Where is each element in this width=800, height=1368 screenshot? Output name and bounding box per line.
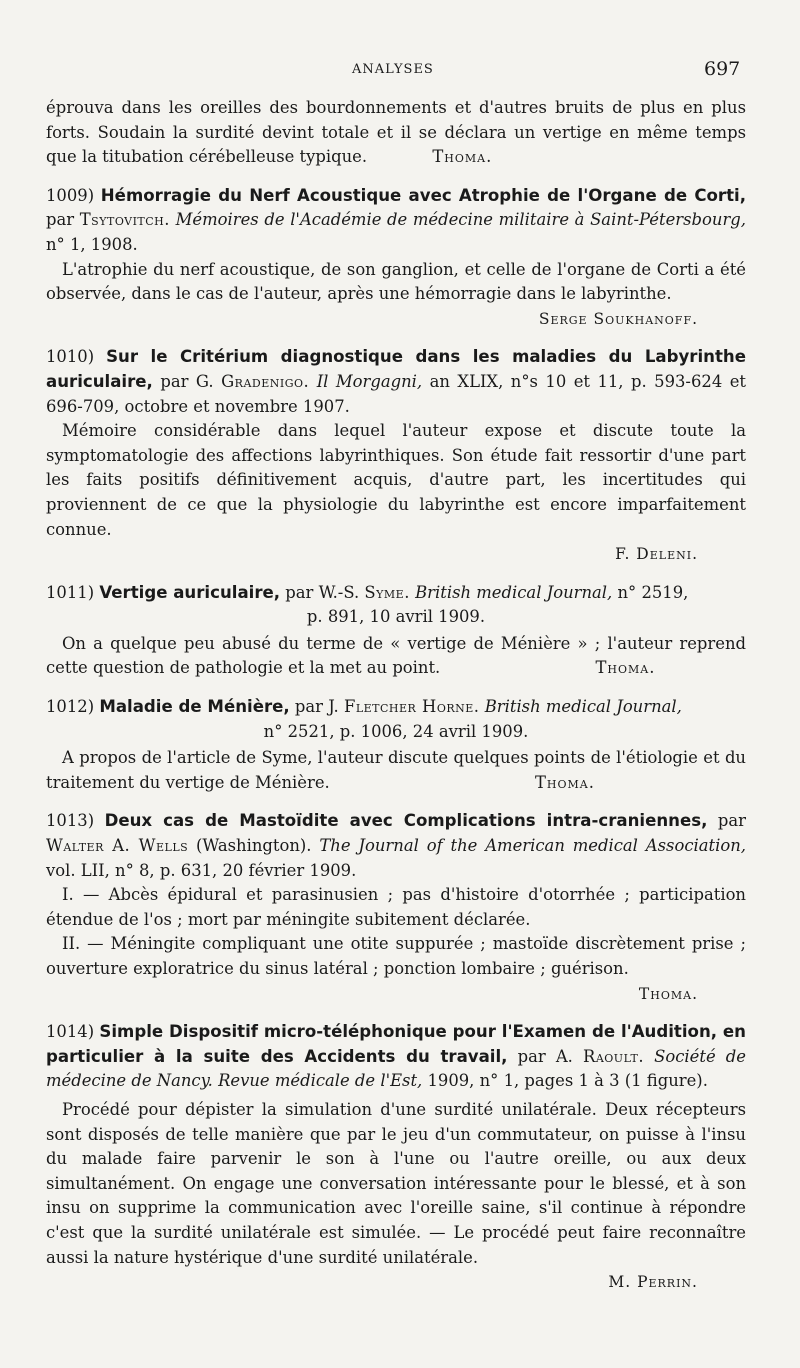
entry-source: British medical Journal,: [484, 697, 682, 717]
entry-source: The Journal of the American medical Association,: [319, 836, 746, 856]
page-number: 697: [704, 58, 741, 80]
entry-source: British medical Journal,: [415, 582, 613, 602]
intro-text: éprouva dans les oreilles des bourdonnements et d'autres bruits de plus en plus forts. Soudain la surdité devint totale et il se déclara un vertige en même temps que la titubation cérébelleuse typique.: [46, 98, 746, 167]
entry-signature: Thoma.: [638, 984, 698, 1003]
entry-number: 1011): [46, 582, 95, 602]
entry-by: par W.-S.: [285, 582, 360, 602]
entry-signature: Thoma.: [595, 658, 656, 678]
entry-after-author: (Washington).: [196, 836, 312, 856]
intro-signature: Thoma.: [432, 147, 493, 167]
entry-signature: Serge Soukhanoff.: [538, 309, 698, 328]
entry-number: 1010): [46, 347, 95, 367]
entry-paragraph: L'atrophie du nerf acoustique, de son ganglion, et celle de l'organe de Corti a été observée, dans le cas de l'auteur, après une hémorragie dans le labyrinthe.: [46, 259, 746, 304]
entry-author: Raoult.: [583, 1046, 645, 1066]
running-title: ANALYSES: [352, 62, 434, 77]
entry-title: Sur le Critérium diagnostique dans les maladies du Labyrinthe auriculaire,: [46, 347, 746, 391]
entry-title: Hémorragie du Nerf Acoustique avec Atrophie de l'Organe de Corti,: [100, 185, 747, 205]
entry-source: Société de médecine de Nancy. Revue médicale de l'Est,: [46, 1046, 746, 1091]
entry-paragraph: I. — Abcès épidural et parasinusien ; pas d'histoire d'otorrhée ; participation étendue de l'os ; mort par méningite subitement déclarée.: [46, 885, 746, 929]
entry-signature: F. Deleni.: [615, 545, 698, 564]
entry-signature: M. Perrin.: [608, 1273, 698, 1292]
entry-number: 1014): [46, 1022, 95, 1042]
entry-by: par J.: [294, 697, 339, 717]
entry-title: Deux cas de Mastoïdite avec Complications intra-craniennes,: [104, 811, 708, 831]
entry-by: par G.: [160, 371, 214, 391]
entry-author: Gradenigo.: [221, 371, 310, 391]
entry-source: Mémoires de l'Académie de médecine militaire à Saint-Pétersbourg,: [175, 210, 746, 230]
entry-number: 1012): [46, 697, 95, 717]
entry-heading: [46, 695, 746, 720]
entry-1013: [46, 809, 746, 1006]
running-head: [0, 58, 800, 82]
entry-1010: [46, 345, 746, 566]
entry-author: Tsytovitch.: [79, 210, 170, 230]
entry-heading: [46, 1020, 746, 1094]
entry-source: Il Morgagni,: [316, 371, 423, 391]
entry-heading: [46, 345, 746, 419]
entry-author: Walter A. Wells: [46, 836, 189, 856]
entry-details: an XLIX, n°s 10 et 11, p. 593-624 et 696-709, octobre et novembre 1907.: [46, 371, 746, 416]
body-text: [46, 96, 746, 1295]
entry-heading: [46, 809, 746, 883]
entry-1011: [46, 581, 746, 681]
entry-signature: Thoma.: [534, 772, 595, 792]
entry-title: Simple Dispositif micro-téléphonique pour l'Examen de l'Audition, en particulier à la suite des Accidents du travail,: [46, 1022, 746, 1066]
entry-number: 1013): [46, 811, 95, 831]
entry-number: 1009): [46, 185, 95, 205]
entry-details-line: n° 2521, p. 1006, 24 avril 1909.: [263, 721, 529, 741]
entry-details: n° 2519,: [617, 582, 689, 602]
entry-by: par: [46, 210, 75, 230]
entry-heading: [46, 581, 746, 606]
entry-paragraph: Mémoire considérable dans lequel l'auteur expose et discute toute la symptomatologie des affections labyrinthiques. Son étude fait ressortir d'une part les faits positifs définitivement acquis, d'autre part, les incertitudes qui proviennent de ce que la physiologie du labyrinthe est encore imparfaitement connue.: [46, 421, 746, 539]
entry-1012: [46, 695, 746, 795]
entry-details: 1909, n° 1, pages 1 à 3 (1 figure).: [427, 1071, 708, 1091]
entry-heading: [46, 184, 746, 258]
entry-author: Fletcher Horne.: [343, 697, 480, 717]
entry-title: Vertige auriculaire,: [99, 582, 281, 602]
entry-details: n° 1, 1908.: [46, 234, 138, 254]
entry-details-line: p. 891, 10 avril 1909.: [306, 607, 486, 627]
entry-paragraph: Procédé pour dépister la simulation d'une surdité unilatérale. Deux récepteurs sont disposés de telle manière que par le jeu d'un commutateur, on puisse à l'insu du malade faire parvenir le son à l'une ou l'autre oreille, ou aux deux simultanément. On engage une conversation intéressante pour le blessé, et à son insu on supprime la communication avec l'oreille saine, s'il continue à répondre c'est que la surdité unilatérale est simulée. — Le procédé peut faire reconnaître aussi la nature hystérique d'une surdité unilatérale.: [46, 1099, 746, 1267]
entry-1009: [46, 184, 746, 332]
entry-paragraph: II. — Méningite compliquant une otite suppurée ; mastoïde discrètement prise ; ouverture exploratrice du sinus latéral ; ponction lombaire ; guérison.: [46, 934, 746, 978]
entry-title: Maladie de Ménière,: [99, 697, 290, 717]
entry-by: par A.: [517, 1046, 573, 1066]
entry-1014: [46, 1020, 746, 1295]
entry-by: par: [717, 811, 746, 831]
entry-author: Syme.: [364, 582, 410, 602]
entry-paragraph: [46, 746, 746, 795]
entry-paragraph: [46, 632, 746, 681]
entry-details: vol. LII, n° 8, p. 631, 20 février 1909.: [46, 860, 357, 880]
intro-paragraph: [46, 96, 746, 170]
entry-paragraph-text: A propos de l'article de Syme, l'auteur discute quelques points de l'étiologie et du traitement du vertige de Ménière.: [46, 748, 746, 792]
entry-paragraph-text: On a quelque peu abusé du terme de « vertige de Ménière » ; l'auteur reprend cette question de pathologie et la met au point.: [46, 633, 746, 678]
